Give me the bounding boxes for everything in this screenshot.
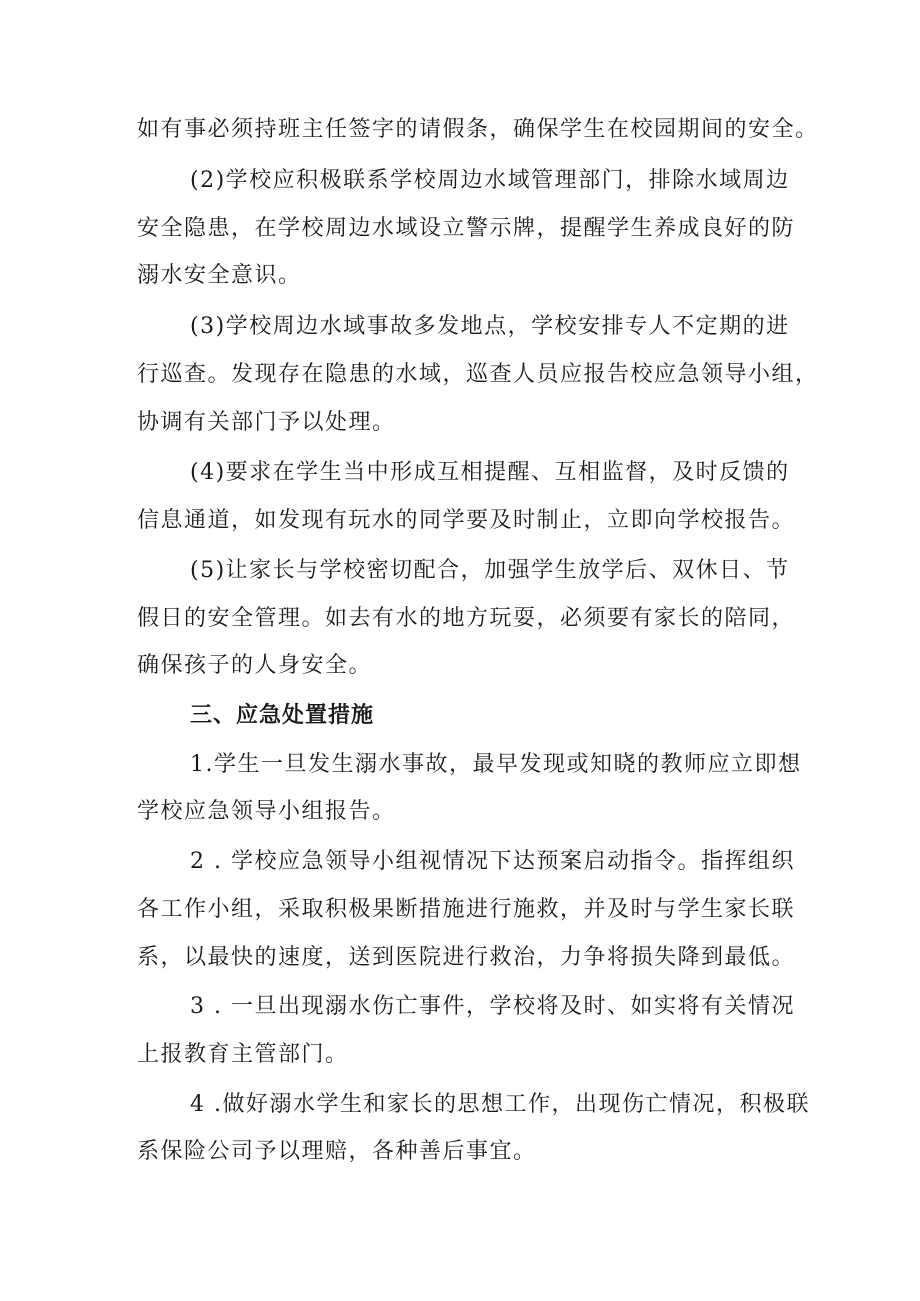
text-line-7: 协调有关部门予以处理。 bbox=[137, 410, 396, 435]
text-line-1: 如有事必须持班主任签字的请假条，确保学生在校园期间的安全。 bbox=[137, 117, 819, 142]
text-line-2: (2)学校应积极联系学校周边水域管理部门，排除水域周边 bbox=[190, 168, 790, 193]
text-line-15: 学校应急领导小组报告。 bbox=[137, 799, 396, 824]
text-line-6: 行巡查。发现存在隐患的水域，巡查人员应报告校应急领导小组， bbox=[137, 362, 819, 387]
section-heading: 三、应急处置措施 bbox=[190, 703, 375, 728]
text-line-19: 3 . 一旦出现溺水伤亡事件，学校将及时、如实将有关情况 bbox=[190, 994, 795, 1019]
text-line-17: 各工作小组，采取积极果断措施进行施救，并及时与学生家长联 bbox=[137, 897, 796, 922]
text-line-20: 上报教育主管部门。 bbox=[137, 1042, 349, 1067]
text-line-9: 信息通道，如发现有玩水的同学要及时制止，立即向学校报告。 bbox=[137, 508, 796, 533]
text-line-3: 安全隐患，在学校周边水域设立警示牌，提醒学生养成良好的防 bbox=[137, 216, 796, 241]
text-line-18: 系，以最快的速度，送到医院进行救治，力争将损失降到最低。 bbox=[137, 945, 796, 970]
text-line-4: 溺水安全意识。 bbox=[137, 263, 302, 288]
text-line-14: 1.学生一旦发生溺水事故，最早发现或知晓的教师应立即想 bbox=[190, 752, 802, 777]
text-line-16: 2 . 学校应急领导小组视情况下达预案启动指令。指挥组织 bbox=[190, 849, 795, 874]
text-line-12: 确保孩子的人身安全。 bbox=[137, 653, 373, 678]
text-line-8: (4)要求在学生当中形成互相提醒、互相监督，及时反馈的 bbox=[190, 460, 790, 485]
text-line-10: (5)让家长与学校密切配合，加强学生放学后、双休日、节 bbox=[190, 558, 790, 583]
text-line-11: 假日的安全管理。如去有水的地方玩耍，必须要有家长的陪同， bbox=[137, 606, 796, 631]
text-line-5: (3)学校周边水域事故多发地点，学校安排专人不定期的进 bbox=[190, 314, 790, 339]
text-line-21: 4 .做好溺水学生和家长的思想工作，出现伤亡情况，积极联 bbox=[190, 1092, 810, 1117]
text-line-22: 系保险公司予以理赔，各种善后事宜。 bbox=[137, 1139, 537, 1164]
